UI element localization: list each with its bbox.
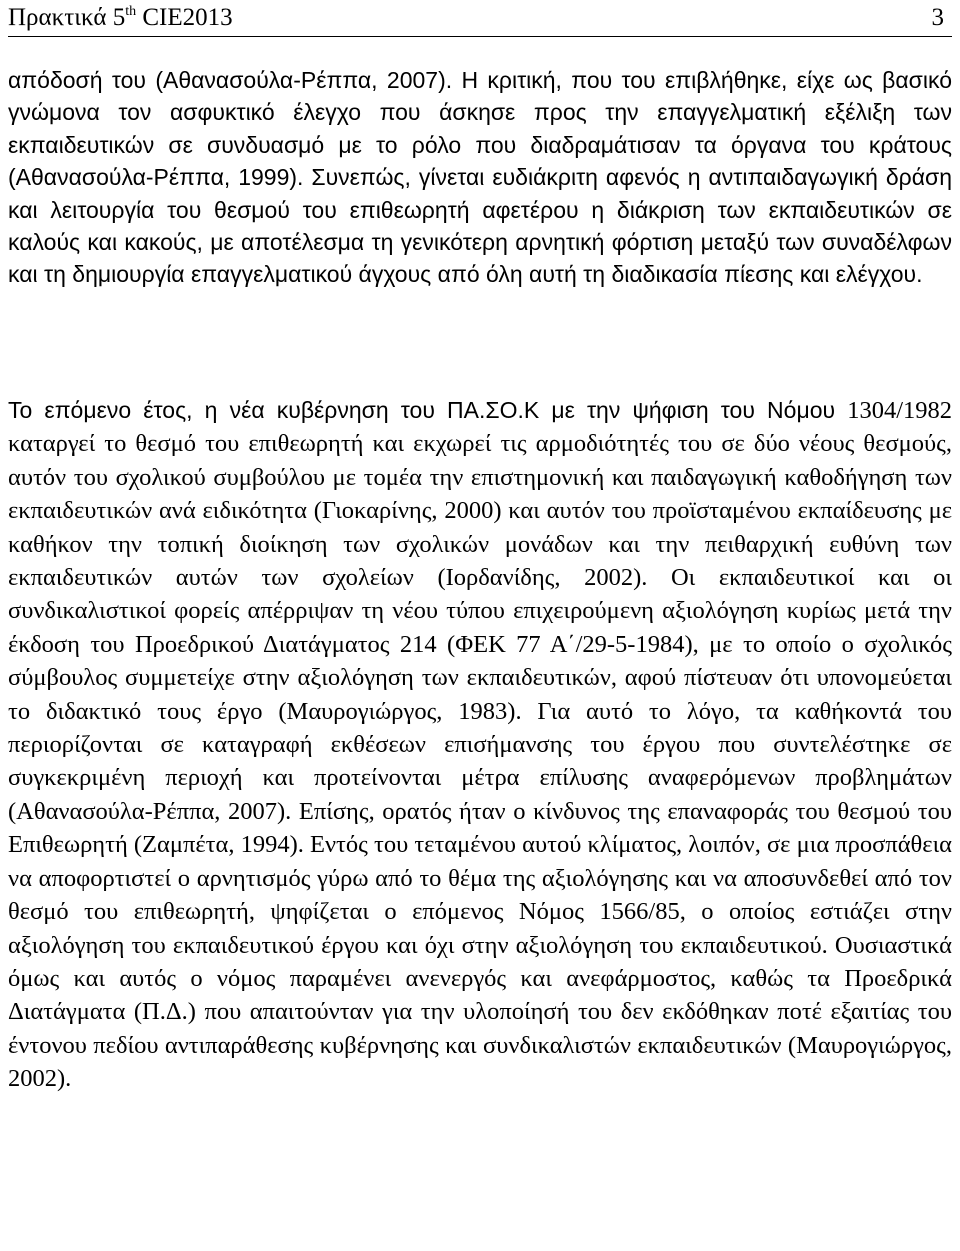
proceedings-title-superscript: th bbox=[125, 4, 137, 19]
page-number: 3 bbox=[931, 4, 944, 31]
proceedings-title-rest: CIE2013 bbox=[136, 4, 233, 31]
page-header bbox=[8, 0, 952, 37]
paragraph-2 bbox=[8, 394, 952, 1096]
paragraph-1: απόδοσή του (Αθανασούλα-Ρέππα, 2007). Η κριτική, που του επιβλήθηκε, είχε ως βασικό γνώμονα τον ασφυκτικό έλεγχο που άσκησε προς την επαγγελματική εξέλιξη των εκπαιδευτικών σε συνδυασμό με το ρόλο που διαδραμάτισαν τα όργανα του κράτους (Αθανασούλα-Ρέππα, 1999). Συνεπώς, γίνεται ευδιάκριτη αφενός η αντιπαιδαγωγική δράση και λειτουργία του θεσμού του επιθεωρητή αφετέρου η διάκριση των εκπαιδευτικών σε καλούς και κακούς, με αποτέλεσμα τη γενικότερη αρνητική φόρτιση μεταξύ των συναδέλφων και τη δημιουργία επαγγελματικού άγχους από όλη αυτή τη διαδικασία πίεσης και ελέγχου. bbox=[8, 67, 952, 288]
paragraph-2-body: 1304/1982 καταργεί το θεσμό του επιθεωρητή και εκχωρεί τις αρμοδιότητές του σε δύο νέους θεσμούς, αυτόν του σχολικού συμβούλου με τομέα την επιστημονική και παιδαγωγική καθοδήγηση των εκπαιδευτικών ανά ειδικότητα (Γιοκαρίνης, 2000) και αυτόν του προϊσταμένου εκπαίδευσης με καθήκον την τοπική διοίκηση των σχολικών μονάδων και την πειθαρχική ευθύνη των εκπαιδευτικών αυτών των σχολείων (Ιορδανίδης, 2002). Οι εκπαιδευτικοί και οι συνδικαλιστικοί φορείς απέρριψαν τη νέου τύπου επιχειρούμενη αξιολόγηση κυρίως μετά την έκδοση του Προεδρικού Διατάγματος 214 (ΦΕΚ 77 Α΄/29-5-1984), με το οποίο ο σχολικός σύμβουλος συμμετείχε στην αξιολόγηση των εκπαιδευτικών, αφού πίστευαν ότι υπονομεύεται το διδακτικό τους έργο (Μαυρογιώργος, 1983). Για αυτό το λόγο, τα καθήκοντά του περιορίζονται σε καταγραφή εκθέσεων επισήμανσης του έργου που συντελέστηκε σε συγκεκριμένη περιοχή και προτείνονται μέτρα επίλυσης αναφερόμενων προβλημάτων (Αθανασούλα-Ρέππα, 2007). Επίσης, ορατός ήταν ο κίνδυνος της επαναφοράς του θεσμού του Επιθεωρητή (Ζαμπέτα, 1994). Εντός του τεταμένου αυτού κλίματος, λοιπόν, σε μια προσπάθεια να αποφορτιστεί ο αρνητισμός γύρω από το θέμα της αξιολόγησης και να αποσυνδεθεί από τον θεσμό του επιθεωρητή, ψηφίζεται ο επόμενος Νόμος 1566/85, ο οποίος εστιάζει στην αξιολόγηση του εκπαιδευτικού έργου και όχι στην αξιολόγηση του εκπαιδευτικού. Ουσιαστικά όμως και αυτός ο νόμος παραμένει ανενεργός και ανεφάρμοστος, καθώς τα Προεδρικά Διατάγματα (Π.Δ.) που απαιτούνταν για την υλοποίησή του δεν εκδόθηκαν ποτέ εξαιτίας του έντονου πεδίου αντιπαράθεσης κυβέρνησης και συνδικαλιστών εκπαιδευτικών (Μαυρογιώργος, 2002). bbox=[8, 397, 952, 1093]
proceedings-title bbox=[8, 0, 233, 36]
proceedings-title-main: Πρακτικά 5 bbox=[8, 4, 126, 31]
paragraph-2-opening-line: Το επόμενο έτος, η νέα κυβέρνηση του ΠΑ.ΣΟ.Κ με την ψήφιση του Νόμου bbox=[8, 397, 836, 423]
